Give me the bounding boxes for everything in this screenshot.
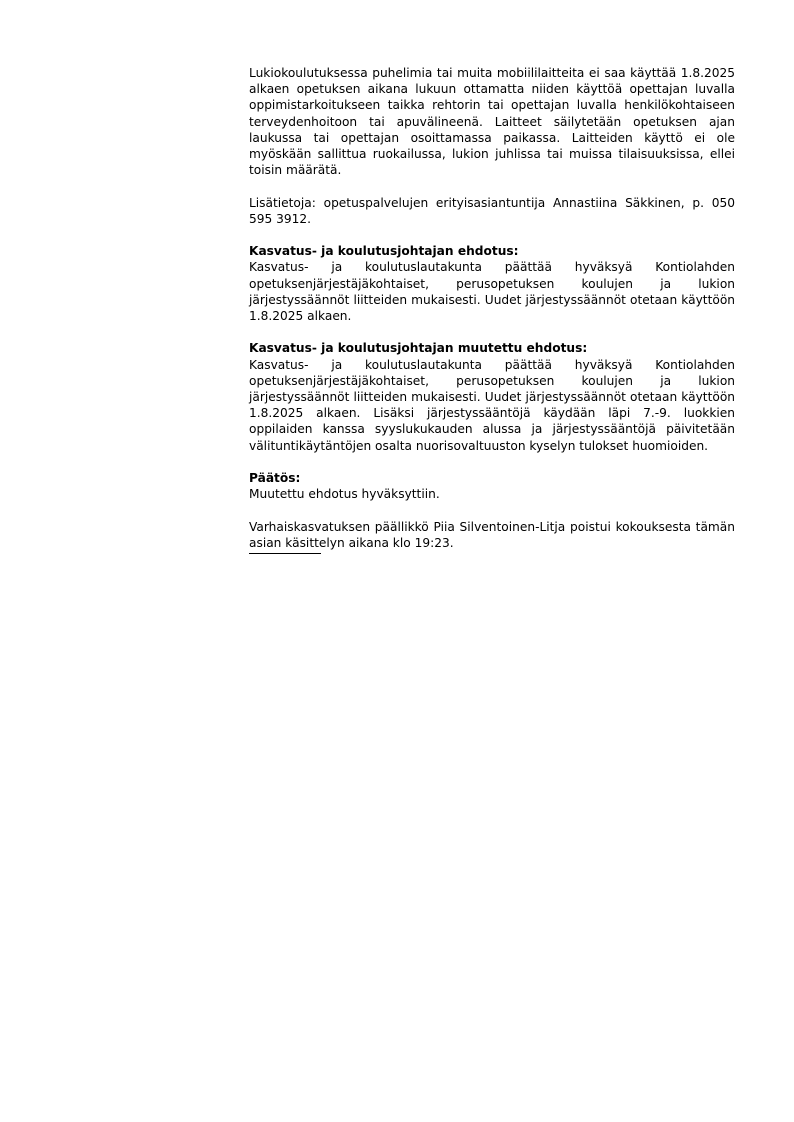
decision-section xyxy=(249,470,735,502)
decision-heading: Päätös: xyxy=(249,471,301,486)
paragraph-contact-info: Lisätietoja: opetuspalvelujen erityisasiantuntija Annastiina Säkkinen, p. 050 595 3912. xyxy=(249,195,735,226)
paragraph-mobile-devices: Lukiokoulutuksessa puhelimia tai muita mobiililaitteita ei saa käyttää 1.8.2025 alkaen opetuksen aikana lukuun ottamatta niiden käyttöä opettajan luvalla oppimistarkoitukseen taikka rehtorin tai opettajan luvalla henkilökohtaiseen terveydenhoitoon tai apuvälineenä. Laitteet säilytetään opetuksen ajan laukussa tai opettajan osoittamassa paikassa. Laitteiden käyttö ei ole myöskään sallittua ruokailussa, lukion juhlissa tai muissa tilaisuuksissa, ellei toisin määrätä. xyxy=(249,66,735,178)
decision-text: Muutettu ehdotus hyväksyttiin. xyxy=(249,487,440,502)
proposal-text: Kasvatus- ja koulutuslautakunta päättää hyväksyä Kontiolahden opetuksenjärjestäjäkohtaiset, perusopetuksen koulujen ja lukion järjestyssäännöt liitteiden mukaisesti. Uudet järjestyssäännöt otetaan käyttöön 1.8.2025 alkaen. xyxy=(249,260,735,324)
modified-proposal-heading: Kasvatus- ja koulutusjohtajan muutettu ehdotus: xyxy=(249,341,588,356)
modified-proposal-text: Kasvatus- ja koulutuslautakunta päättää hyväksyä Kontiolahden opetuksenjärjestäjäkohtaiset, perusopetuksen koulujen ja lukion järjestyssäännöt liitteiden mukaisesti. Uudet järjestyssäännöt otetaan käyttöön 1.8.2025 alkaen. Lisäksi järjestyssääntöjä käydään läpi 7.-9. luokkien oppilaiden kanssa syyslukukauden alussa ja järjestyssääntöjä päivitetään välituntikäytäntöjen osalta nuorisovaltuuston kyselyn tulokset huomioiden. xyxy=(249,357,735,453)
section-end-rule xyxy=(249,553,321,554)
closing-note: Varhaiskasvatuksen päällikkö Piia Silventoinen-Litja poistui kokouksesta tämän asian käsittelyn aikana klo 19:23. xyxy=(249,519,735,550)
proposal-heading: Kasvatus- ja koulutusjohtajan ehdotus: xyxy=(249,244,519,259)
document-body xyxy=(249,65,735,554)
proposal-section xyxy=(249,243,735,324)
modified-proposal-section xyxy=(249,340,735,453)
